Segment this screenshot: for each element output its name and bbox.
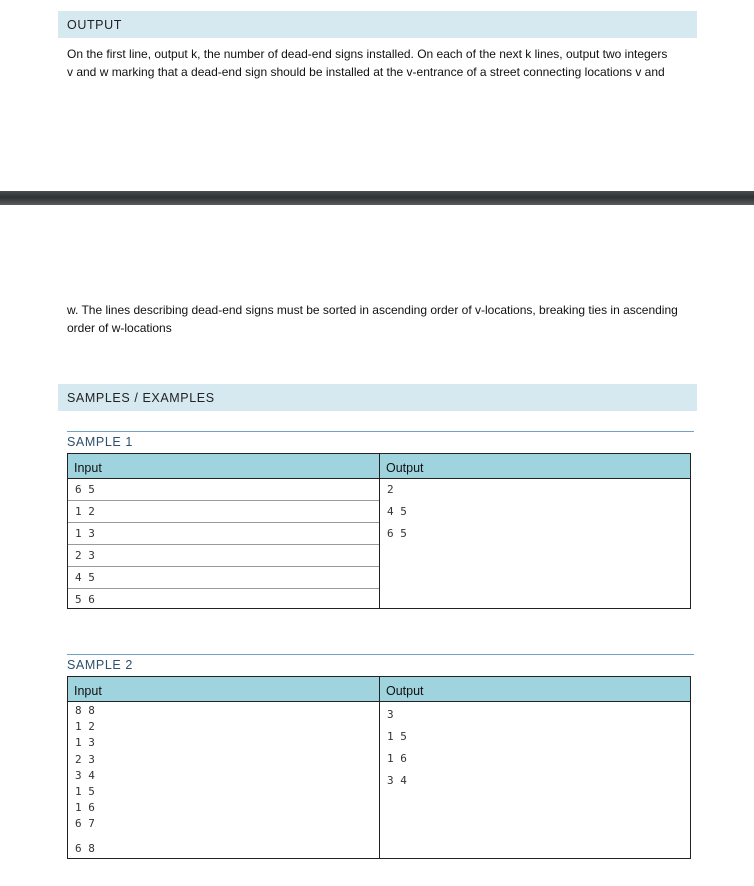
paragraph-line: On the first line, output k, the number of dead-end signs installed. On each of the next k lines, output two integers [67,47,668,61]
input-line: 1 2 [75,720,95,734]
sample-2-title: SAMPLE 2 [67,658,133,672]
sample-1-title: SAMPLE 1 [67,435,133,449]
input-line: 1 2 [68,501,379,523]
input-header: Input [68,454,380,478]
sample-1-table-body [68,479,690,608]
input-line: 1 3 [68,523,379,545]
output-line: 1 5 [387,730,407,743]
input-line: 8 8 [75,704,95,717]
input-line: 1 6 [75,801,95,815]
input-line: 6 8 [75,841,95,855]
output-header: Output [386,684,424,698]
output-line: 4 5 [387,505,407,518]
input-line: 2 3 [68,545,379,567]
sample-2-input [68,702,380,858]
sample-2-output [380,702,690,860]
output-paragraph-1 [67,45,697,81]
paragraph-line: order of w-locations [67,321,172,335]
output-line: 2 [387,483,394,496]
samples-heading-band [58,384,697,411]
sample-2-rule [67,654,694,655]
paragraph-line: v and w marking that a dead-end sign should be installed at the v-entrance of a street connecting locations v and [67,65,665,79]
input-header: Input [68,677,380,701]
sample-1-table [67,453,691,609]
output-heading-band [58,11,697,38]
input-line: 4 5 [68,567,379,589]
input-line: 6 7 [75,817,95,831]
input-line: 1 3 [75,736,95,750]
input-line: 1 5 [75,784,95,798]
page-break-divider [0,191,754,205]
output-line: 3 4 [387,774,407,787]
output-line: 6 5 [387,527,407,540]
paragraph-line: w. The lines describing dead-end signs must be sorted in ascending order of v-locations, breaking ties in ascending [67,303,678,317]
sample-1-input [68,479,380,608]
output-header: Output [386,461,424,475]
sample-1-output [380,479,690,608]
sample-2-table [67,676,691,859]
sample-1-table-header [68,454,690,479]
sample-2-table-body [68,702,690,858]
output-line: 1 6 [387,752,407,765]
input-line: 5 6 [75,593,95,606]
sample-1-rule [67,431,694,432]
output-heading: OUTPUT [67,17,122,32]
input-line: 2 3 [75,752,95,766]
output-paragraph-2 [67,301,697,337]
input-line: 6 5 [68,479,379,501]
sample-2-table-header [68,677,690,702]
samples-heading: SAMPLES / EXAMPLES [67,390,215,405]
output-line: 3 [387,708,394,721]
input-line: 3 4 [75,768,95,782]
